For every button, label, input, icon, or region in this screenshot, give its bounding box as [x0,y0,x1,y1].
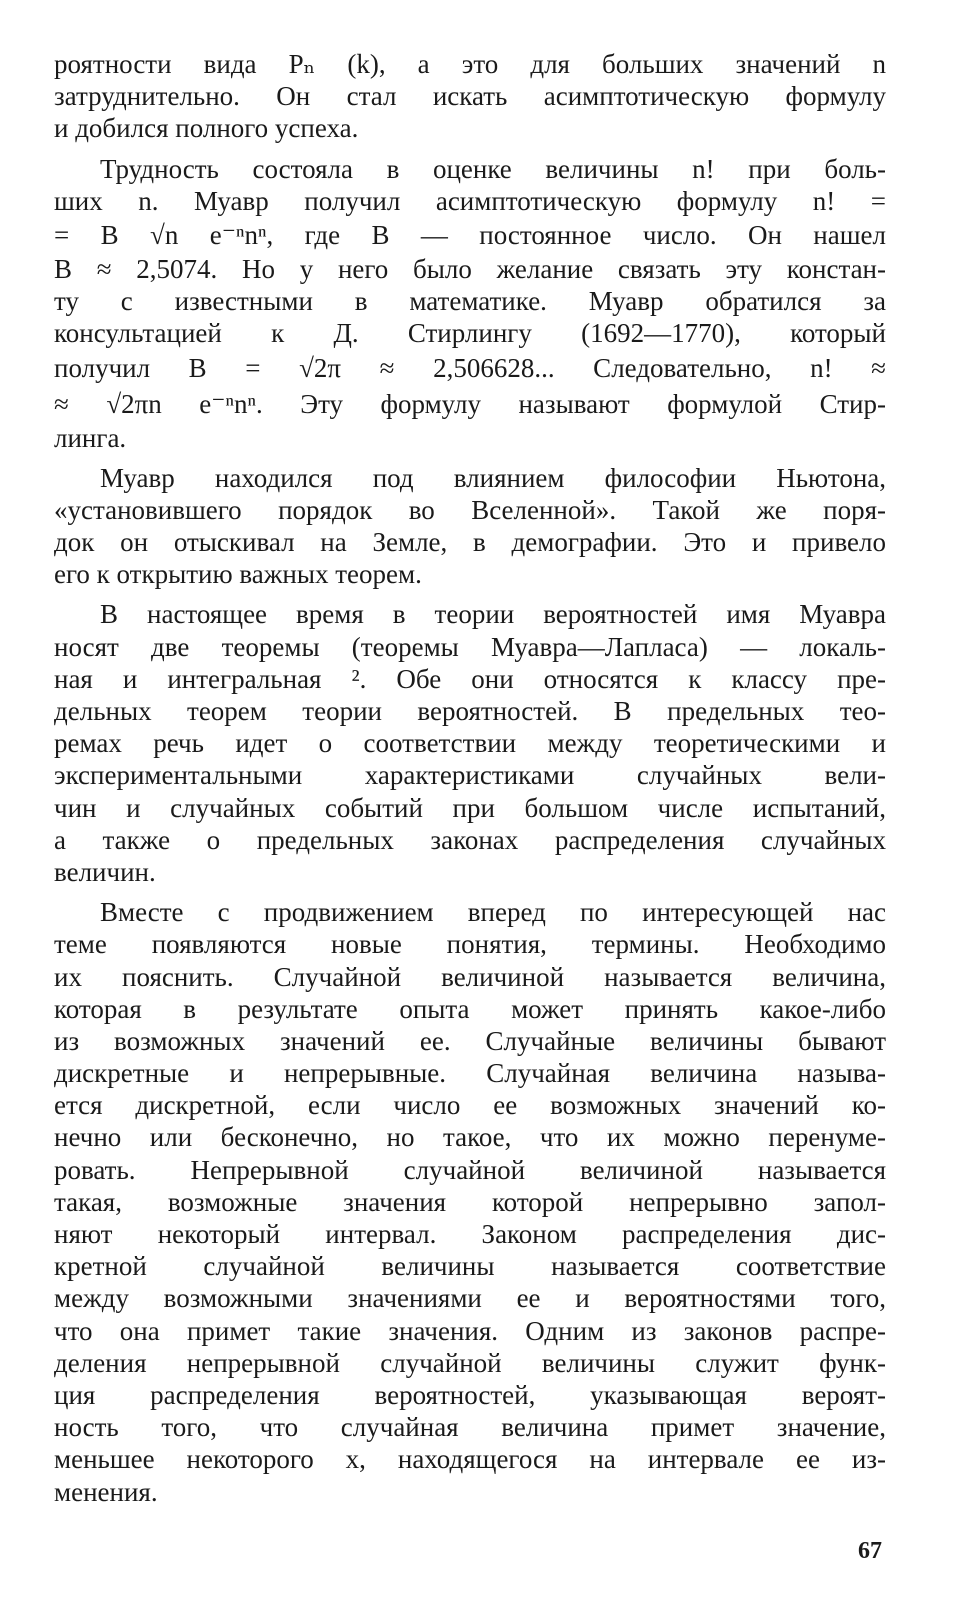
text-line: линга. [54,422,127,453]
text-line: нечно или бесконечно, но такое, что их можно перенуме- [54,1122,886,1153]
text-line: ≈ √2πn e⁻ⁿnⁿ. Эту формулу называют формулой Стир- [54,388,886,419]
text-line: из возможных значений ее. Случайные величины бывают [54,1025,886,1056]
text-line: ших n. Муавр получил асимптотическую формулу n! = [54,185,886,216]
text-line: ремах речь идет о соответствии между теоретическими и [54,728,886,759]
text-line: консультацией к Д. Стирлингу (1692—1770), который [54,318,886,349]
text-line: что она примет такие значения. Одним из законов распре- [54,1315,886,1346]
text-line: такая, возможные значения которой непрерывно запол- [54,1186,886,1217]
text-line: и добился полного успеха. [54,113,359,144]
text-line: а также о предельных законах распределения случайных [54,824,886,855]
text-line: их пояснить. Случайной величиной называется величина, [54,961,886,992]
text-line: которая в результате опыта может принять какое-либо [54,993,886,1024]
paragraph-4 [54,598,886,888]
text-line: ная и интегральная ². Обе они относятся к классу пре- [54,663,886,694]
text-line: деления непрерывной случайной величины служит функ- [54,1347,886,1378]
text-line: носят две теоремы (теоремы Муавра—Лапласа) — локаль- [54,631,886,662]
page-body [54,48,886,1508]
paragraph-5 [54,896,886,1508]
text-line: получил B = √2π ≈ 2,506628... Следовательно, n! ≈ [54,352,886,383]
text-line: ность того, что случайная величина примет значение, [54,1412,886,1443]
text-line: дельных теорем теории вероятностей. В предельных тео- [54,696,886,726]
text-line: Вместе с продвижением вперед по интересующей нас [100,897,886,928]
text-line: кретной случайной величины называется соответствие [54,1251,886,1282]
paragraph-1 [54,48,886,145]
text-line: чин и случайных событий при большом числе испытаний, [54,792,886,823]
text-line: ровать. Непрерывной случайной величиной называется [54,1154,886,1185]
text-line: менения. [54,1476,158,1507]
text-line: В настоящее время в теории вероятностей имя Муавра [100,599,886,630]
text-line: док он отыскивал на Земле, в демографии. Это и привело [54,527,886,558]
text-line: = B √n e⁻ⁿnⁿ, где B — постоянное число. Он нашел [54,219,886,250]
paragraph-2 [54,153,886,454]
text-line: ту с известными в математике. Муавр обратился за [54,286,886,317]
page-number: 67 [858,1538,882,1564]
paragraph-3 [54,462,886,591]
text-line: роятности вида Pₙ (k), а это для больших значений n [54,49,886,79]
text-line: экспериментальными характеристиками случайных вели- [54,760,886,791]
text-line: затруднительно. Он стал искать асимптотическую формулу [54,81,886,112]
text-line: «установившего порядок во Вселенной». Такой же поря- [54,494,886,525]
text-line: между возможными значениями ее и вероятностями того, [54,1283,886,1314]
text-line: теме появляются новые понятия, термины. Необходимо [54,929,886,960]
text-line: меньшее некоторого x, находящегося на интервале ее из- [54,1444,886,1475]
text-line: дискретные и непрерывные. Случайная величина называ- [54,1058,886,1089]
text-line: Трудность состояла в оценке величины n! при боль- [100,153,886,184]
text-line: ется дискретной, если число ее возможных значений ко- [54,1090,886,1121]
text-line: няют некоторый интервал. Законом распределения дис- [54,1219,886,1249]
text-line: B ≈ 2,5074. Но у него было желание связать эту констан- [54,253,886,284]
text-line: величин. [54,856,156,887]
text-line: его к открытию важных теорем. [54,559,422,590]
text-line: ция распределения вероятностей, указывающая вероят- [54,1379,886,1410]
text-line: Муавр находился под влиянием философии Ньютона, [100,462,886,493]
